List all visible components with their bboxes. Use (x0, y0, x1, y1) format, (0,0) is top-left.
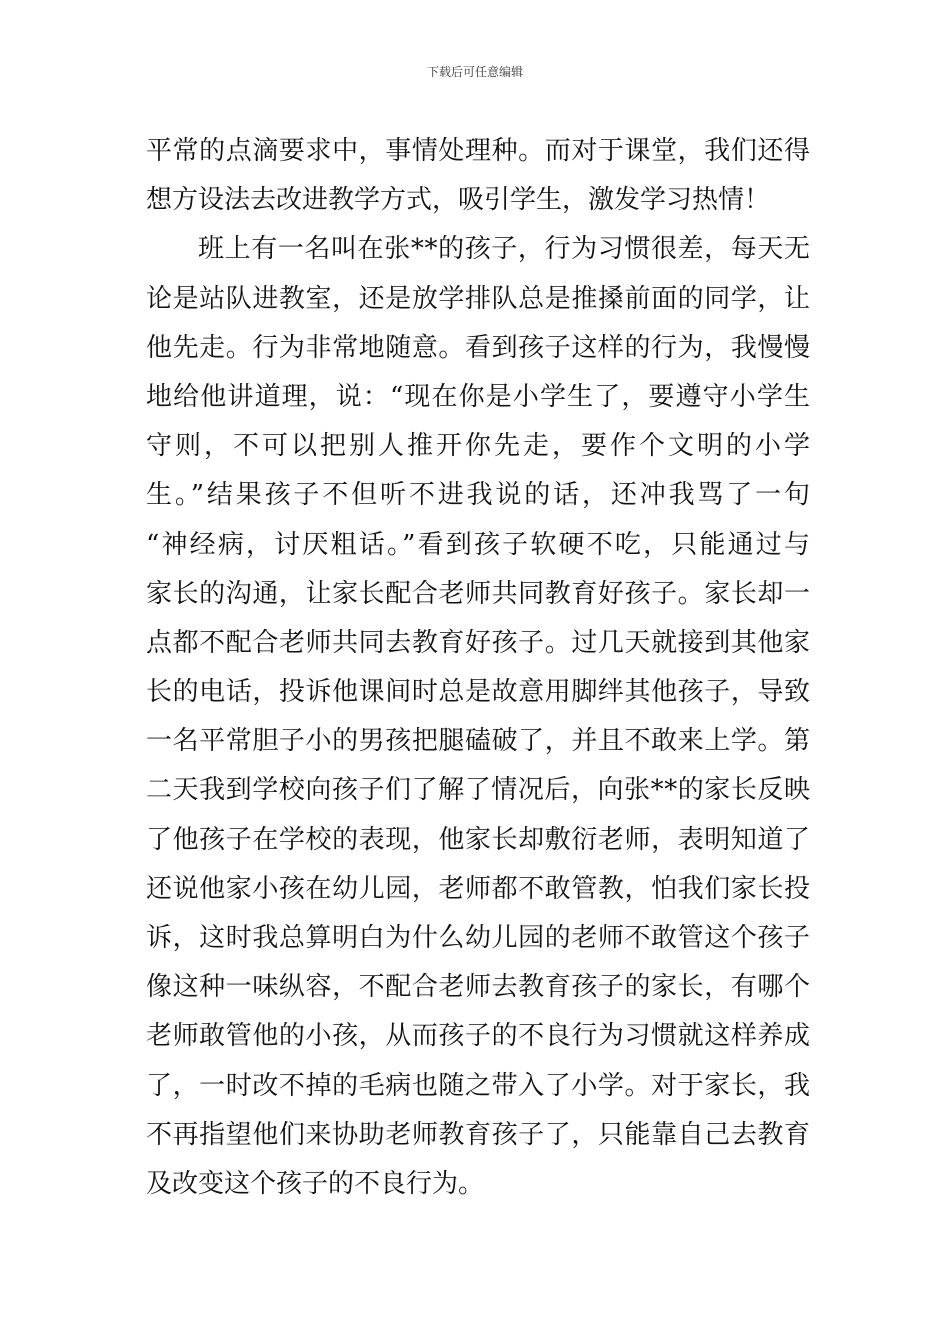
line-text: 及改变这个孩子的不良行为。 (146, 1168, 485, 1199)
line-text: 了他孩子在学校的表现，他家长却敷衍老师，表明知道了 (146, 824, 811, 855)
text-line (146, 668, 810, 717)
text-line (146, 225, 810, 274)
line-text: 班上有一名叫在张**的孩子，行为习惯很差，每天无 (198, 234, 811, 265)
text-line (146, 619, 810, 668)
text-line (146, 1012, 810, 1061)
line-text: 地给他讲道理，说：“现在你是小学生了，要遵守小学生 (146, 381, 812, 412)
line-text: 二天我到学校向孩子们了解了情况后，向张**的家长反映 (146, 775, 811, 806)
text-line (146, 1160, 810, 1209)
line-text: 还说他家小孩在幼儿园，老师都不敢管教，怕我们家长投 (146, 873, 811, 904)
line-text: 长的电话，投诉他课间时总是故意用脚绊其他孩子，导致 (146, 677, 811, 708)
text-line (146, 275, 810, 324)
line-text: 了，一时改不掉的毛病也随之带入了小学。对于家长，我 (146, 1070, 811, 1101)
line-text: 诉，这时我总算明白为什么幼儿园的老师不敢管这个孩子 (146, 923, 811, 953)
text-line (146, 914, 810, 963)
text-line (146, 373, 810, 422)
line-text: 守则，不可以把别人推开你先走，要作个文明的小学 (146, 431, 813, 462)
line-text: 像这种一味纵容，不配合老师去教育孩子的家长，有哪个 (146, 972, 811, 1003)
line-text: 生。”结果孩子不但听不进我说的话，还冲我骂了一句 (146, 480, 813, 511)
line-text: 平常的点滴要求中，事情处理种。而对于课堂，我们还得 (146, 136, 811, 166)
line-text: 不再指望他们来协助老师教育孩子了，只能靠自己去教育 (146, 1119, 811, 1150)
line-text: 想方设法去改进教学方式，吸引学生，激发学习热情！ (146, 185, 771, 216)
text-line (146, 176, 810, 225)
text-line (146, 1111, 810, 1160)
text-line (146, 471, 813, 520)
text-line (146, 816, 810, 865)
text-line (146, 766, 810, 815)
text-line (146, 521, 813, 570)
document-body (146, 127, 813, 1209)
text-line (146, 865, 810, 914)
line-text: 点都不配合老师共同去教育好孩子。过几天就接到其他家 (146, 627, 811, 658)
text-line (146, 127, 810, 176)
text-line (146, 570, 810, 619)
page-header-note: 下载后可任意编辑 (426, 65, 523, 79)
line-text: 他先走。行为非常地随意。看到孩子这样的行为，我慢慢 (146, 332, 811, 363)
text-line (146, 422, 813, 471)
line-text: 家长的沟通，让家长配合老师共同教育好孩子。家长却一 (146, 578, 811, 609)
text-line (146, 717, 810, 766)
line-text: “神经病，讨厌粗话。”看到孩子软硬不吃，只能通过与 (146, 529, 813, 560)
line-text: 老师敢管他的小孩，从而孩子的不良行为习惯就这样养成 (146, 1021, 811, 1052)
text-line (146, 324, 810, 373)
text-line (146, 1062, 810, 1111)
line-text: 一名平常胆子小的男孩把腿磕破了，并且不敢来上学。第 (146, 726, 811, 757)
line-text: 论是站队进教室，还是放学排队总是推搡前面的同学，让 (146, 283, 811, 314)
text-line (146, 963, 810, 1012)
